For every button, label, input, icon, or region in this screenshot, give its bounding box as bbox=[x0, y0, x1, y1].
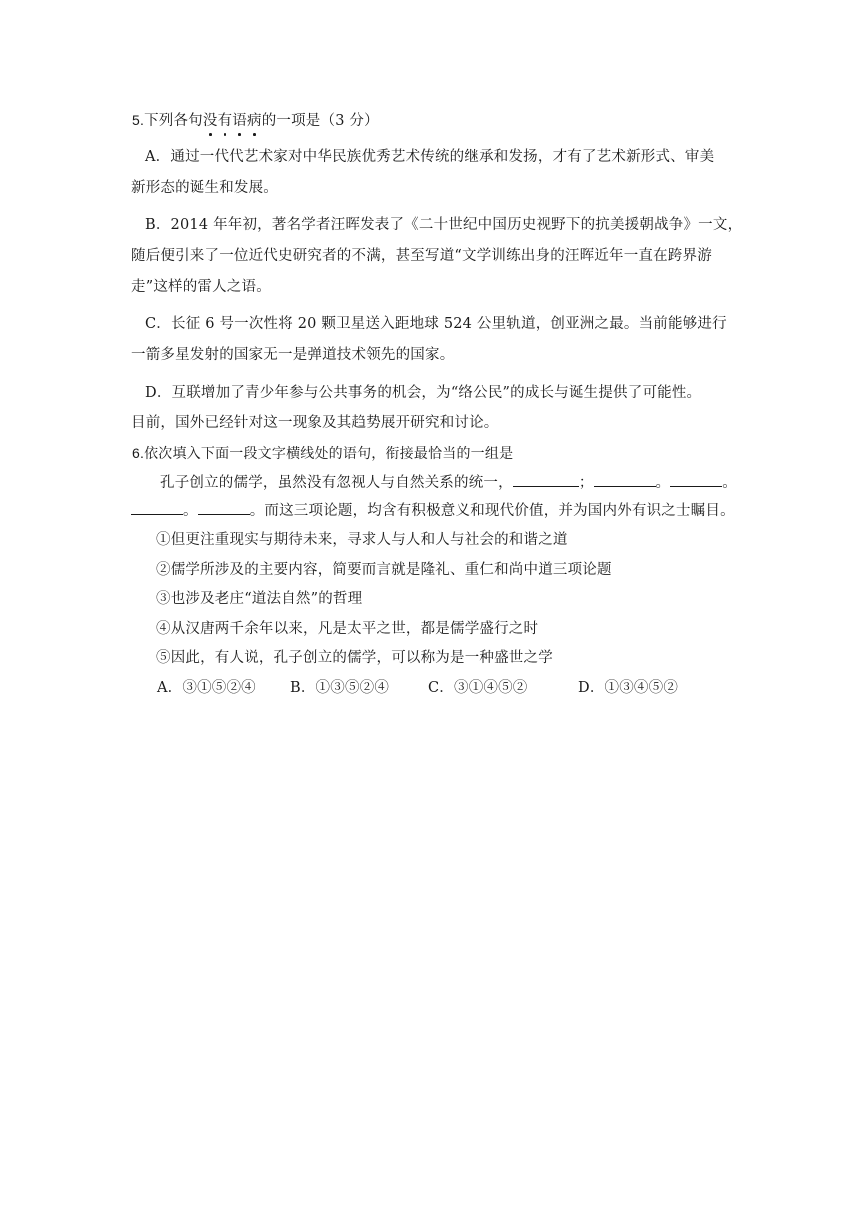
q6-item-4: ④从汉唐两千余年以来，凡是太平之世，都是儒学盛行之时 bbox=[156, 621, 539, 637]
q5-option-c-line1: C．长征 6 号一次性将 20 颗卫星送入距地球 524 公里轨道，创亚洲之最。当前能够进行 bbox=[145, 316, 727, 332]
q6-option-d: D．①③④⑤② bbox=[578, 680, 679, 696]
q5-option-a-line2: 新形态的诞生和发展。 bbox=[131, 180, 278, 196]
q5-title: 5.下列各句没有语病的一项是（3 分） bbox=[132, 112, 379, 129]
q6-title: 6.依次填入下面一段文字横线处的语句，衔接最恰当的一组是 bbox=[132, 445, 514, 461]
fill-blank bbox=[594, 472, 656, 487]
q5-option-b-line1: B．2014 年年初，著名学者汪晖发表了《二十世纪中国历史视野下的抗美援朝战争》一文， bbox=[145, 217, 743, 233]
q5-stem-post: 的一项是（3 分） bbox=[261, 113, 379, 129]
q6-item-2: ②儒学所涉及的主要内容，简要而言就是隆礼、重仁和尚中道三项论题 bbox=[156, 562, 612, 578]
emphasis-dot-char: 有 bbox=[217, 113, 233, 129]
q6-item-5: ⑤因此，有人说，孔子创立的儒学，可以称为是一种盛世之学 bbox=[156, 650, 553, 666]
q6-option-b: B．①③⑤②④ bbox=[290, 680, 390, 696]
q5-option-c-line2: 一箭多星发射的国家无一是弹道技术领先的国家。 bbox=[131, 347, 455, 363]
q6-option-c: C．③①④⑤② bbox=[428, 680, 528, 696]
q5-stem-pre: 下列各句 bbox=[144, 113, 203, 129]
emphasis-dot-char: 病 bbox=[247, 113, 262, 129]
q6-item-3: ③也涉及老庄“道法自然”的哲理 bbox=[156, 591, 363, 607]
q5-option-b-line2: 随后便引来了一位近代史研究者的不满，甚至写道“文学训练出身的汪晖近年一直在跨界游 bbox=[131, 248, 712, 264]
q5-option-a-line1: A．通过一代代艺术家对中华民族优秀艺术传统的继承和发扬，才有了艺术新形式、审美 bbox=[145, 149, 715, 165]
q6-passage-line1: 孔子创立的儒学，虽然没有忽视人与自然关系的统一， ； 。 。 bbox=[160, 472, 737, 493]
emphasis-dot-char: 没 bbox=[202, 113, 218, 129]
q5-option-d-line1: D．互联增加了青少年参与公共事务的机会，为“络公民”的成长与诞生提供了可能性。 bbox=[145, 385, 702, 401]
emphasis-dot-char: 语 bbox=[232, 113, 247, 129]
q6-option-a: A．③①⑤②④ bbox=[157, 680, 256, 696]
fill-blank bbox=[131, 500, 183, 515]
q5-option-b-line3: 走”这样的雷人之语。 bbox=[131, 279, 271, 295]
q6-item-1: ①但更注重现实与期待未来，寻求人与人和人与社会的和谐之道 bbox=[156, 532, 568, 548]
fill-blank bbox=[513, 472, 579, 487]
q6-passage-line2: 。 。而这三项论题，均含有积极意义和现代价值，并为国内外有识之士瞩目。 bbox=[131, 500, 735, 521]
q5-option-d-line2: 目前，国外已经针对这一现象及其趋势展开研究和讨论。 bbox=[131, 415, 499, 431]
fill-blank bbox=[670, 472, 722, 487]
fill-blank bbox=[198, 500, 250, 515]
